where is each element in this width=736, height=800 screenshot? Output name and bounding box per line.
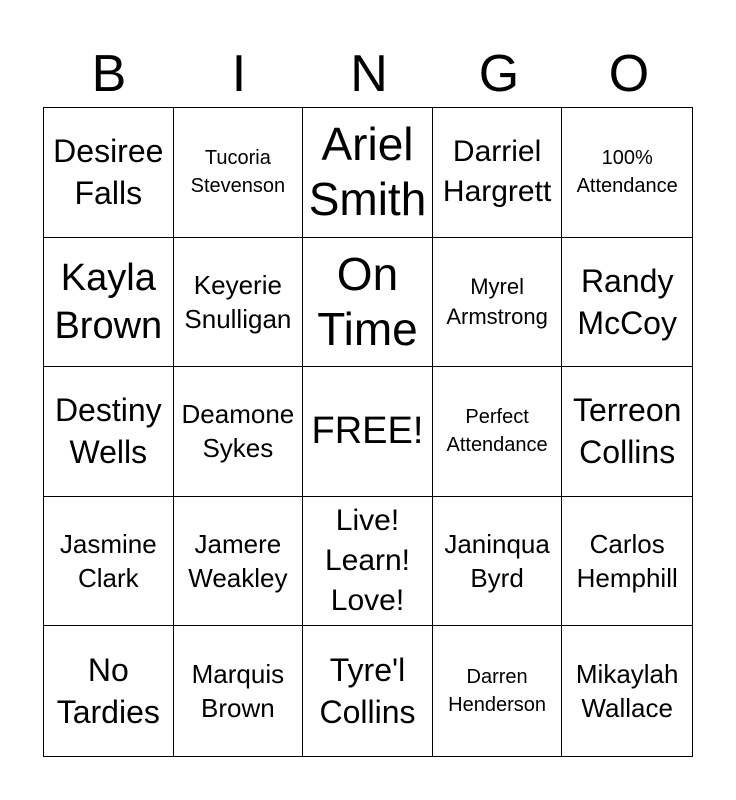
cell-text: Desiree Falls xyxy=(53,133,164,212)
header-letter-b: B xyxy=(91,45,127,103)
bingo-cell-r2-c4 xyxy=(433,238,563,368)
bingo-cell-r2-c1 xyxy=(44,238,174,368)
bingo-cell-r3-c5 xyxy=(562,367,692,497)
bingo-cell-r5-c2 xyxy=(174,626,304,756)
bingo-cell-r3-c1 xyxy=(44,367,174,497)
cell-text: FREE! xyxy=(311,410,424,453)
bingo-cell-r5-c3 xyxy=(303,626,433,756)
cell-text: Darriel Hargrett xyxy=(442,135,552,209)
cell-text: On Time xyxy=(317,247,418,355)
cell-text: Ariel Smith xyxy=(308,118,427,226)
header-letter-n: N xyxy=(350,45,388,103)
cell-text: Randy McCoy xyxy=(577,262,677,341)
bingo-cell-r2-c3 xyxy=(303,238,433,368)
cell-text: Carlos Hemphill xyxy=(576,529,678,594)
cell-text: Tyre'l Collins xyxy=(319,652,416,731)
cell-text: Jasmine Clark xyxy=(59,529,157,594)
cell-text: Destiny Wells xyxy=(54,392,162,471)
bingo-cell-r4-c3 xyxy=(303,497,433,627)
bingo-cell-r3-c2 xyxy=(174,367,304,497)
cell-text: Live! Learn! Love! xyxy=(324,504,411,618)
bingo-cell-r1-c5 xyxy=(562,108,692,238)
bingo-cell-r1-c4 xyxy=(433,108,563,238)
bingo-cell-r2-c5 xyxy=(562,238,692,368)
bingo-cell-r4-c4 xyxy=(433,497,563,627)
cell-text: Kayla Brown xyxy=(54,256,163,347)
bingo-header xyxy=(44,40,694,108)
cell-text: Janinqua Byrd xyxy=(444,529,550,594)
bingo-cell-r4-c2 xyxy=(174,497,304,627)
cell-text: Tucoria Stevenson xyxy=(190,147,286,198)
bingo-cell-r2-c2 xyxy=(174,238,304,368)
bingo-cell-r1-c3 xyxy=(303,108,433,238)
bingo-cell-r3-c3 xyxy=(303,367,433,497)
cell-text: No Tardies xyxy=(56,652,160,731)
bingo-cell-r5-c4 xyxy=(433,626,563,756)
bingo-card-grid xyxy=(43,107,693,757)
cell-text: Perfect Attendance xyxy=(446,406,548,457)
cell-text: Deamone Sykes xyxy=(181,399,295,464)
bingo-cell-r5-c1 xyxy=(44,626,174,756)
bingo-cell-r5-c5 xyxy=(562,626,692,756)
cell-text: Marquis Brown xyxy=(191,659,285,724)
bingo-cell-r1-c2 xyxy=(174,108,304,238)
cell-text: Mikaylah Wallace xyxy=(575,659,679,724)
cell-text: Jamere Weakley xyxy=(188,529,288,594)
bingo-cell-r4-c5 xyxy=(562,497,692,627)
cell-text: Myrel Armstrong xyxy=(446,273,548,329)
bingo-cell-r4-c1 xyxy=(44,497,174,627)
header-letter-g: G xyxy=(478,45,520,103)
bingo-cell-r3-c4 xyxy=(433,367,563,497)
cell-text: Keyerie Snulligan xyxy=(184,269,292,334)
bingo-cell-r1-c1 xyxy=(44,108,174,238)
header-letter-i: I xyxy=(231,45,247,103)
cell-text: Darren Henderson xyxy=(448,666,547,717)
cell-text: 100% Attendance xyxy=(576,147,678,198)
cell-text: Terreon Collins xyxy=(572,392,682,471)
header-letter-o: O xyxy=(608,45,650,103)
